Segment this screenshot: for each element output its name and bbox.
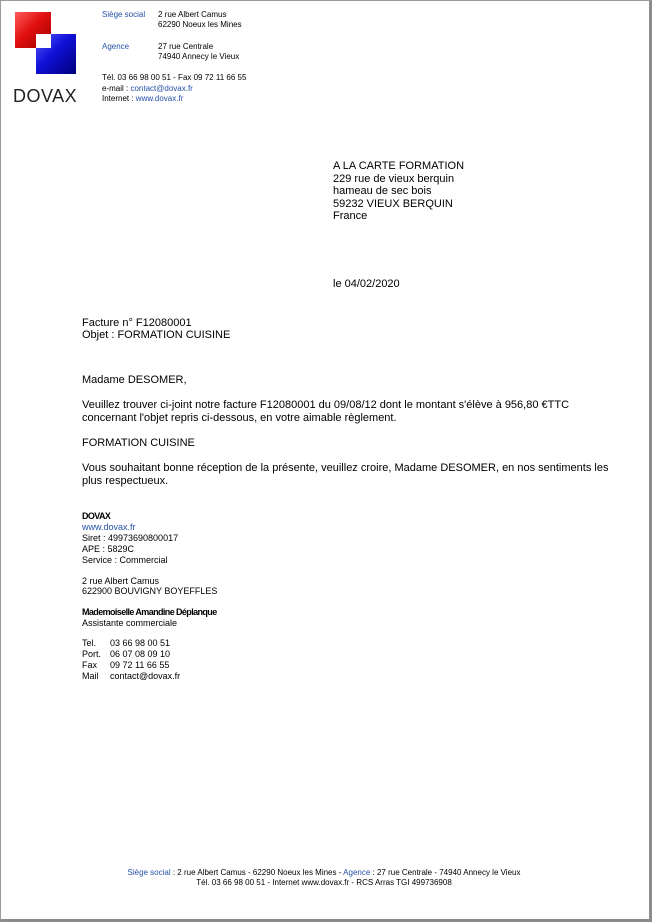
footer-siege-text: : 2 rue Albert Camus - 62290 Noeux les Mines - — [170, 868, 344, 877]
footer-line1 — [0, 868, 648, 878]
internet-label: Internet : — [102, 94, 136, 103]
contact-label-tel: Tel. — [82, 638, 97, 648]
website-link[interactable]: www.dovax.fr — [135, 94, 184, 103]
agence-line1: 27 rue Centrale — [158, 42, 214, 51]
footer-agence-text: : 27 rue Centrale - 74940 Annecy le Vieux — [370, 868, 521, 877]
closing-line1: Vous souhaitant bonne réception de la présente, veuillez croire, Madame DESOMER, en nos sentiments les — [82, 462, 609, 474]
signature-role: Assistante commerciale — [82, 618, 178, 628]
contact-value-mail: contact@dovax.fr — [110, 671, 181, 681]
salutation: Madame DESOMER, — [82, 374, 187, 386]
signature-address1: 2 rue Albert Camus — [82, 576, 160, 586]
signature-company: DOVAX — [82, 511, 111, 521]
letter-date: le 04/02/2020 — [333, 278, 400, 290]
signature-address2: 622900 BOUVIGNY BOYEFFLES — [82, 586, 218, 596]
closing-line2: plus respectueux. — [82, 474, 169, 487]
signature-person: Mademoiselle Amandine Déplanque — [82, 607, 217, 617]
header-internet-line — [102, 94, 183, 104]
signature-siret: Siret : 49973690800017 — [82, 533, 179, 543]
siege-line2: 62290 Noeux les Mines — [158, 20, 242, 29]
signature-ape: APE : 5829C — [82, 544, 135, 554]
contact-label-mail: Mail — [82, 671, 99, 681]
company-logo — [12, 12, 82, 108]
contact-value-tel: 03 66 98 00 51 — [110, 638, 171, 648]
footer-siege-label: Siège social — [127, 868, 171, 877]
body-item: FORMATION CUISINE — [82, 437, 195, 449]
footer-agence-label: Agence — [343, 868, 371, 877]
recipient-line1: 229 rue de vieux berquin — [333, 172, 455, 185]
contact-label-fax: Fax — [82, 660, 98, 670]
logo-text: DOVAX — [13, 86, 78, 106]
contact-value-port: 06 07 08 09 10 — [110, 649, 171, 659]
siege-label: Siège social — [102, 10, 146, 19]
invoice-object: Objet : FORMATION CUISINE — [82, 329, 231, 341]
signature-service: Service : Commercial — [82, 555, 168, 565]
agence-label: Agence — [102, 42, 130, 51]
signature-website[interactable]: www.dovax.fr — [82, 522, 136, 532]
body-para1-line2: concernant l'objet repris ci-dessous, en votre aimable règlement. — [82, 411, 397, 424]
body-para1-line1: Veuillez trouver ci-joint notre facture F12080001 du 09/08/12 dont le montant s'élève à 956,80 €TTC — [82, 399, 570, 411]
email-label: e-mail : — [102, 84, 131, 93]
recipient-country: France — [333, 210, 368, 222]
recipient-line2: hameau de sec bois — [333, 185, 432, 197]
logo-white-square — [36, 34, 51, 48]
siege-line1: 2 rue Albert Camus — [158, 10, 227, 19]
contact-value-fax: 09 72 11 66 55 — [110, 660, 170, 670]
invoice-ref: Facture n° F12080001 — [82, 317, 192, 329]
header-tel-fax: Tél. 03 66 98 00 51 - Fax 09 72 11 66 55 — [102, 73, 247, 82]
contact-label-port: Port. — [82, 649, 102, 659]
footer-line2: Tél. 03 66 98 00 51 - Internet www.dovax.fr - RCS Arras TGI 499736908 — [196, 878, 452, 887]
agence-line2: 74940 Annecy le Vieux — [158, 52, 240, 61]
recipient-name: A LA CARTE FORMATION — [333, 160, 465, 172]
recipient-line3: 59232 VIEUX BERQUIN — [333, 197, 453, 210]
header-email-line — [102, 84, 193, 94]
email-link[interactable]: contact@dovax.fr — [130, 84, 193, 93]
